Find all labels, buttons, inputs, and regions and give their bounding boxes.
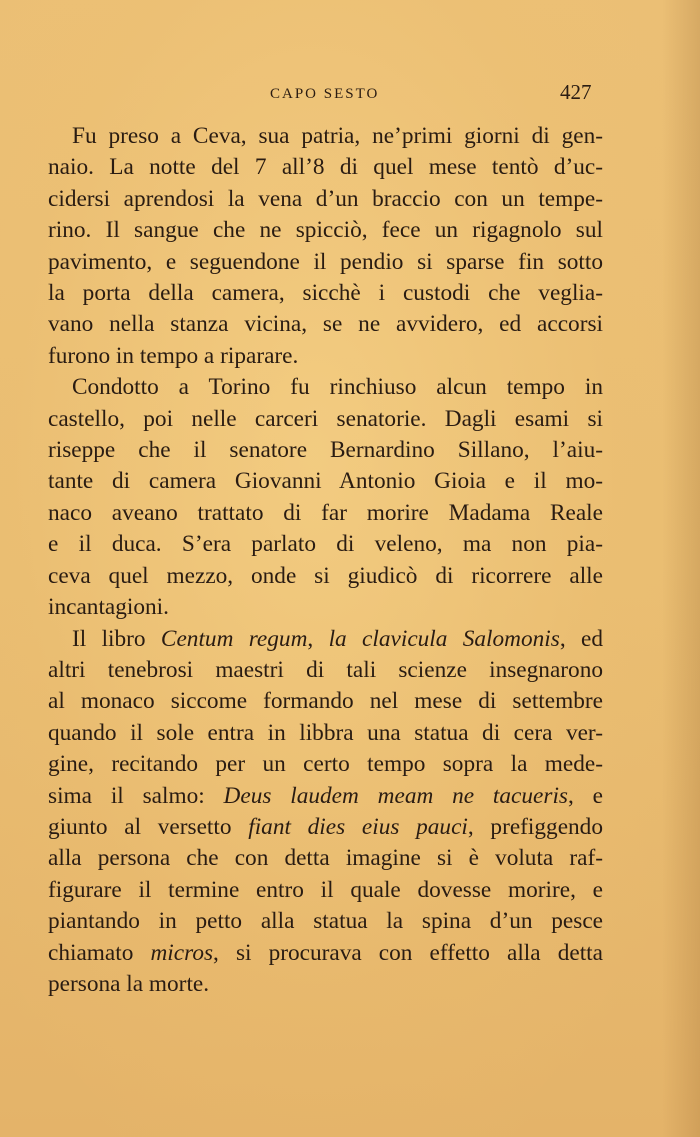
text-line: incantagioni.	[48, 594, 169, 621]
text-run: sima il salmo:	[48, 782, 224, 809]
body-text	[48, 121, 603, 1000]
text-line	[48, 812, 603, 843]
text-line: vano nella stanza vicina, se ne avvidero, ed accorsi	[48, 311, 603, 338]
text-run: , prefiggendo	[467, 813, 603, 840]
text-line: e il duca. S’era parlato di veleno, ma non pia-	[48, 531, 603, 558]
text-line: naio. La notte del 7 all’8 di quel mese tentò d’uc-	[48, 154, 603, 181]
paragraph-2	[48, 372, 603, 623]
text-run: , ed	[559, 625, 603, 652]
text-line: ceva quel mezzo, onde si giudicò di ricorrere alle	[48, 562, 603, 589]
psalm-title-italic: Deus laudem meam ne tacueris	[223, 782, 568, 809]
text-line: persona la morte.	[48, 970, 210, 997]
text-run: , si procurava con effetto alla detta	[213, 939, 603, 966]
text-line: rino. Il sangue che ne spicciò, fece un rigagnolo sul	[48, 217, 603, 244]
text-line: furono in tempo a riparare.	[48, 342, 299, 369]
text-line: piantando in petto alla statua la spina d’un pesce	[48, 908, 603, 935]
text-line: la porta della camera, sicchè i custodi che veglia-	[48, 280, 603, 307]
text-line: figurare il termine entro il quale dovesse morire, e	[48, 876, 603, 903]
verse-italic: fiant dies eius pauci	[248, 813, 468, 840]
book-title-italic: la clavicula Salomonis	[328, 625, 560, 652]
text-line: Fu preso a Ceva, sua patria, ne’primi giorni di gen-	[72, 123, 603, 149]
text-line: altri tenebrosi maestri di tali scienze insegnarono	[48, 656, 603, 683]
paragraph-3	[48, 624, 603, 1001]
text-line: quando il sole entra in libbra una statua di cera ver-	[48, 719, 603, 746]
text-run: giunto al versetto	[48, 813, 249, 840]
text-line: tante di camera Giovanni Antonio Gioia e il mo-	[48, 468, 603, 495]
text-line: riseppe che il senatore Bernardino Sillano, l’aiu-	[48, 437, 603, 464]
text-line: al monaco siccome formando nel mese di settembre	[48, 688, 603, 715]
text-line: pavimento, e seguendone il pendio si sparse fin sotto	[48, 248, 603, 275]
text-line	[48, 938, 603, 969]
text-line: gine, recitando per un certo tempo sopra la mede-	[48, 751, 603, 778]
text-line: alla persona che con detta imagine si è voluta raf-	[48, 845, 603, 872]
text-line: castello, poi nelle carceri senatorie. Dagli esami si	[48, 405, 603, 432]
text-run: chiamato	[48, 939, 151, 966]
paragraph-1	[48, 121, 603, 372]
text-run: , e	[568, 782, 603, 809]
book-title-italic: Centum regum	[160, 625, 308, 652]
text-line	[48, 624, 603, 655]
text-line: cidersi aprendosi la vena d’un braccio con un tempe-	[48, 185, 603, 212]
fish-name-italic: micros	[150, 939, 214, 966]
text-run: ,	[307, 625, 329, 652]
running-head: CAPO SESTO	[270, 86, 380, 102]
text-run: Il libro	[72, 625, 161, 652]
text-line: Condotto a Torino fu rinchiuso alcun tempo in	[72, 374, 603, 401]
text-line: naco aveano trattato di far morire Madama Reale	[48, 499, 603, 526]
page-number: 427	[560, 80, 592, 104]
text-line	[48, 781, 603, 812]
